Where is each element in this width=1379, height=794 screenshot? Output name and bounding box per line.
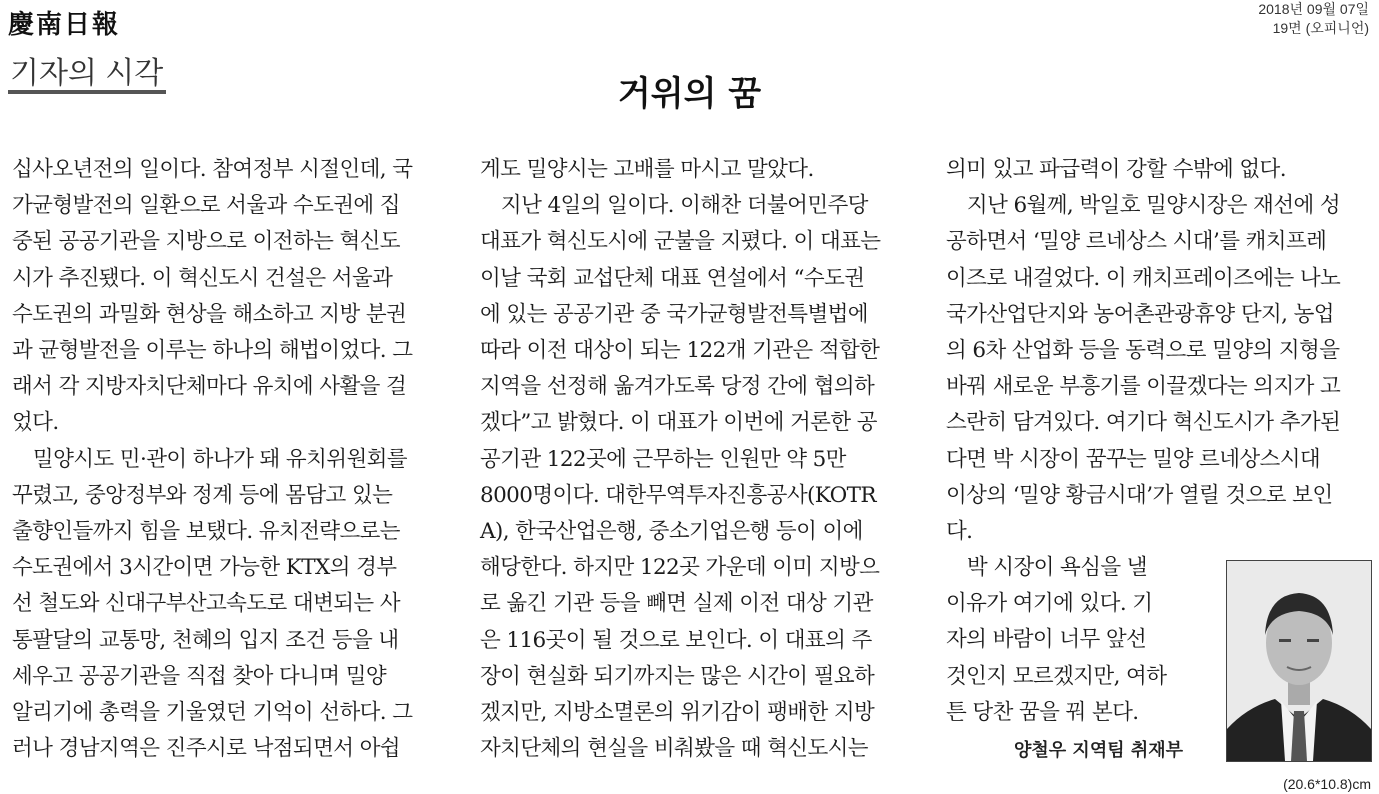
article-line: 지역을 선정해 옮겨가도록 당정 간에 협의하 <box>480 374 875 400</box>
article-line: 장이 현실화 되기까지는 많은 시간이 필요하 <box>480 663 875 689</box>
article-line: 밀양시도 민·관이 하나가 돼 유치위원회를 <box>12 446 407 472</box>
article-line: 꾸렸고, 중앙정부와 정계 등에 몸담고 있는 <box>12 482 393 508</box>
article-line: 게도 밀양시는 고배를 마시고 말았다. <box>480 157 814 182</box>
article-line: 공하면서 ‘밀양 르네상스 시대’를 캐치프레 <box>946 229 1327 255</box>
article-line: 시가 추진됐다. 이 혁신도시 건설은 서울과 <box>12 265 393 291</box>
article-line: 이즈로 내걸었다. 이 캐치프레이즈에는 나노 <box>946 265 1341 291</box>
issue-date: 2018년 09월 07일 <box>1258 1 1369 17</box>
article-column-3 <box>946 152 1340 550</box>
article-line: 래서 각 지방자치단체마다 유치에 사활을 걸 <box>12 374 407 400</box>
article-line: 바꿔 새로운 부흥기를 이끌겠다는 의지가 고 <box>946 374 1341 400</box>
article-line: 박 시장이 욕심을 낼 <box>946 555 1147 580</box>
article-line: 대표가 혁신도시에 군불을 지폈다. 이 대표는 <box>480 229 881 255</box>
reporter-photo <box>1226 560 1372 762</box>
article-line: 튼 당찬 꿈을 꿔 본다. <box>946 699 1139 725</box>
issue-meta <box>1258 0 1369 38</box>
article-line: 겠지만, 지방소멸론의 위기감이 팽배한 지방 <box>480 700 875 726</box>
article-line: 수도권에서 3시간이면 가능한 KTX의 경부 <box>12 555 397 581</box>
article-line: 해당한다. 하지만 122곳 가운데 이미 지방으 <box>480 555 880 581</box>
article-line: 로 옮긴 기관 등을 빼면 실제 이전 대상 기관 <box>480 591 873 617</box>
article-line: 의 6차 산업화 등을 동력으로 밀양의 지형을 <box>946 338 1340 364</box>
article-line: 자의 바람이 너무 앞선 <box>946 627 1147 653</box>
article-line: 었다. <box>12 410 59 436</box>
article-line: 중된 공공기관을 지방으로 이전하는 혁신도 <box>12 229 400 255</box>
newspaper-masthead: 慶南日報 <box>8 10 121 40</box>
page-number: 19면 (오피니언) <box>1272 20 1369 36</box>
article-line: 스란히 담겨있다. 여기다 혁신도시가 추가된 <box>946 410 1341 436</box>
article-line: 가균형발전의 일환으로 서울과 수도권에 집 <box>12 193 400 219</box>
article-line: 다. <box>946 519 973 545</box>
article-line: 과 균형발전을 이루는 하나의 해법이었다. 그 <box>12 338 413 364</box>
article-line: 지난 6월께, 박일호 밀양시장은 재선에 성 <box>946 193 1341 219</box>
article-headline: 거위의 꿈 <box>617 74 762 114</box>
article-line: 겠다”고 밝혔다. 이 대표가 이번에 거론한 공 <box>480 410 877 436</box>
article-line: 은 116곳이 될 것으로 보인다. 이 대표의 주 <box>480 627 872 653</box>
article-line: A), 한국산업은행, 중소기업은행 등이 이에 <box>480 519 863 545</box>
article-line: 8000명이다. 대한무역투자진흥공사(KOTR <box>480 482 877 508</box>
article-line: 십사오년전의 일이다. 참여정부 시절인데, 국 <box>12 157 413 182</box>
article-line: 국가산업단지와 농어촌관광휴양 단지, 농업 <box>946 301 1334 327</box>
article-line: 러나 경남지역은 진주시로 낙점되면서 아쉽 <box>12 736 400 762</box>
article-line: 세우고 공공기관을 직접 찾아 다니며 밀양 <box>12 663 387 689</box>
article-line: 것인지 모르겠지만, 여하 <box>946 663 1167 689</box>
clip-size-note: (20.6*10.8)cm <box>1283 776 1371 792</box>
article-line: 지난 4일의 일이다. 이해찬 더불어민주당 <box>480 193 868 219</box>
article-line: 에 있는 공공기관 중 국가균형발전특별법에 <box>480 301 868 327</box>
article-column-2 <box>480 152 880 767</box>
article-line: 공기관 122곳에 근무하는 인원만 약 5만 <box>480 446 846 472</box>
author-byline: 양철우 지역팀 취재부 <box>1014 740 1184 761</box>
article-line: 통팔달의 교통망, 천혜의 입지 조건 등을 내 <box>12 627 399 653</box>
article-line: 선 철도와 신대구부산고속도로 대변되는 사 <box>12 591 400 617</box>
article-line: 알리기에 총력을 기울였던 기억이 선하다. 그 <box>12 700 413 726</box>
article-line: 출향인들까지 힘을 보탰다. 유치전략으로는 <box>12 519 400 545</box>
article-column-1 <box>12 152 412 767</box>
article-line: 의미 있고 파급력이 강할 수밖에 없다. <box>946 157 1286 182</box>
article-line: 이상의 ‘밀양 황금시대’가 열릴 것으로 보인 <box>946 482 1333 508</box>
article-line: 이날 국회 교섭단체 대표 연설에서 “수도권 <box>480 265 865 291</box>
article-line: 다면 박 시장이 꿈꾸는 밀양 르네상스시대 <box>946 446 1321 472</box>
article-line: 따라 이전 대상이 되는 122개 기관은 적합한 <box>480 338 880 364</box>
article-line: 자치단체의 현실을 비춰봤을 때 혁신도시는 <box>480 736 868 762</box>
article-line: 수도권의 과밀화 현상을 해소하고 지방 분권 <box>12 301 407 327</box>
article-line: 이유가 여기에 있다. 기 <box>946 591 1153 617</box>
article-column-3-continued <box>946 550 1166 731</box>
section-label: 기자의 시각 <box>10 57 164 90</box>
